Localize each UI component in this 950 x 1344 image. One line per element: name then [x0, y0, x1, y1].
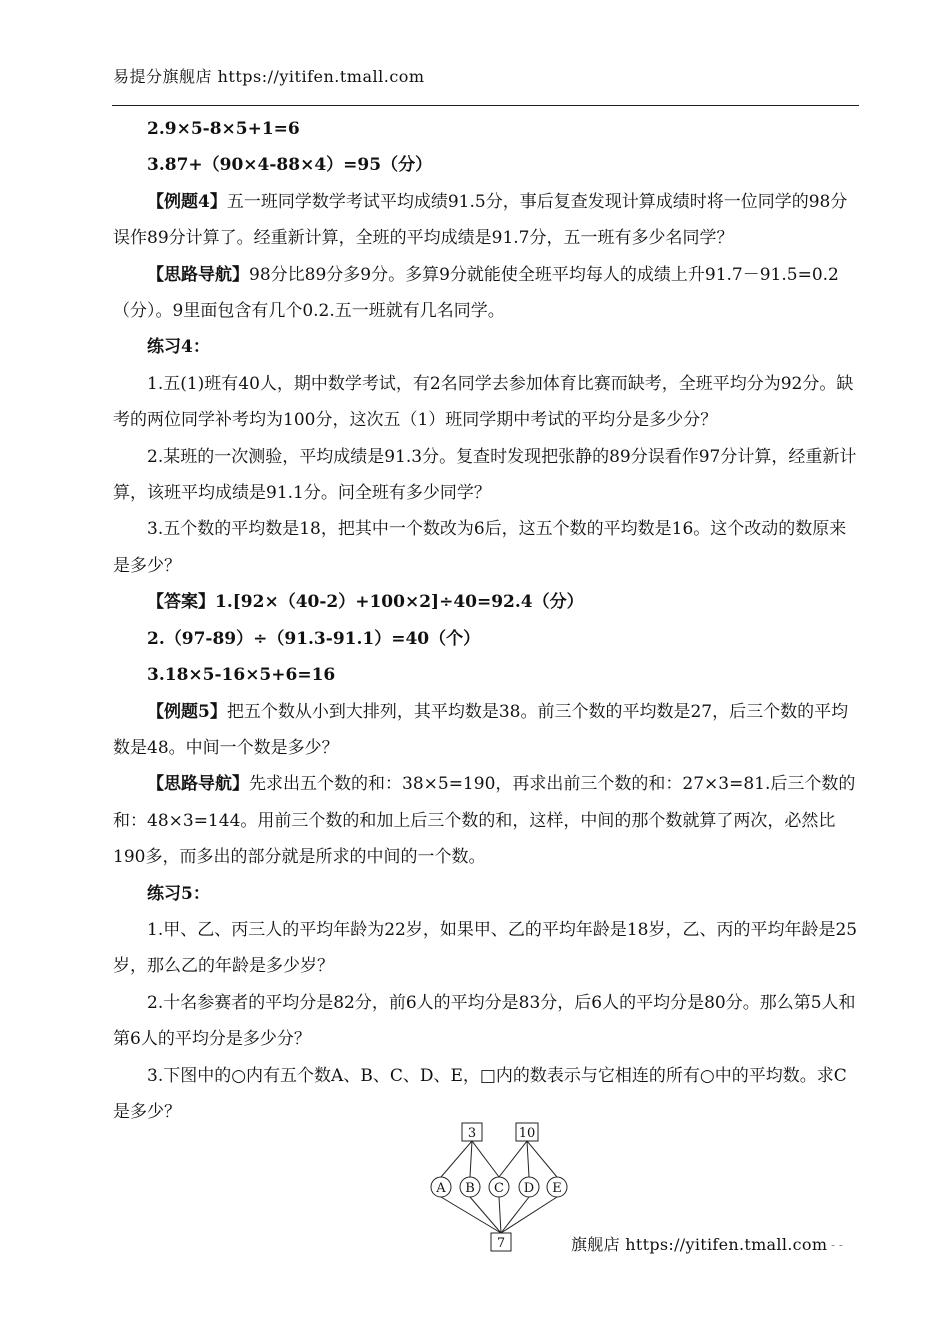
paragraph-text: 1.五(1)班有40人，期中数学考试，有2名同学去参加体育比赛而缺考，全班平均分为92分。缺考的两位同学补考均为100分，这次五（1）班同学期中考试的平均分是多少分？	[113, 373, 854, 431]
paragraph	[113, 912, 860, 985]
paragraph	[113, 511, 860, 584]
paragraph	[113, 439, 860, 512]
footer-brand: 旗舰店 https://yitifen.tmall.com	[571, 1235, 828, 1254]
diagram-label-e: E	[552, 1181, 562, 1196]
diagram-label-c: C	[494, 1181, 504, 1196]
diagram-label-10: 10	[518, 1126, 536, 1141]
paragraph	[113, 694, 860, 767]
document-body	[113, 111, 860, 1130]
paragraph-text: 3.18×5-16×5+6=16	[147, 665, 336, 686]
diagram-label-b: B	[465, 1181, 475, 1196]
section-label: 【例题4】	[147, 191, 227, 212]
paragraph	[113, 621, 860, 657]
paragraph-text: 2.9×5-8×5+1=6	[147, 119, 300, 139]
paragraph	[113, 985, 860, 1058]
diagram-label-3: 3	[467, 1126, 477, 1141]
paragraph	[113, 766, 860, 875]
paragraph-text: 练习4：	[147, 337, 210, 358]
paragraph-text: 【答案】1.[92×（40-2）+100×2]÷40=92.4（分）	[147, 592, 584, 613]
paragraph-text: 1.甲、乙、丙三人的平均年龄为22岁，如果甲、乙的平均年龄是18岁，乙、丙的平均年龄是25岁，那么乙的年龄是多少岁？	[113, 919, 858, 977]
paragraph-text: 练习5：	[147, 883, 210, 904]
paragraph	[113, 876, 860, 912]
paragraph-text: 98分比89分多9分。多算9分就能使全班平均每人的成绩上升91.7－91.5=0.2（分）。9里面包含有几个0.2.五一班就有几名同学。	[113, 264, 839, 322]
paragraph-text: 2.某班的一次测验，平均成绩是91.3分。复查时发现把张静的89分误看作97分计算，经重新计算，该班平均成绩是91.1分。问全班有多少同学？	[113, 446, 857, 504]
header-divider	[112, 105, 859, 106]
paragraph	[113, 111, 860, 147]
paragraph-text: 2.（97-89）÷（91.3-91.1）=40（个）	[147, 628, 481, 649]
paragraph	[113, 147, 860, 183]
paragraph	[113, 657, 860, 693]
paragraph-text: 3.87+（90×4-88×4）=95（分）	[147, 155, 433, 176]
diagram-label-a: A	[436, 1181, 446, 1196]
paragraph-text: 把五个数从小到大排列，其平均数是38。前三个数的平均数是27，后三个数的平均数是48。中间一个数是多少？	[113, 701, 849, 758]
paragraph-text: 3.五个数的平均数是18，把其中一个数改为6后，这五个数的平均数是16。这个改动的数原来是多少？	[113, 519, 847, 576]
page-header: 易提分旗舰店 https://yitifen.tmall.com	[113, 67, 425, 86]
diagram-label-7: 7	[496, 1236, 506, 1251]
paragraph-text: 2.十名参赛者的平均分是82分，前6人的平均分是83分，后6人的平均分是80分。那么第5人和第6人的平均分是多少分？	[113, 992, 856, 1050]
diagram-label-d: D	[523, 1181, 535, 1196]
section-label: 【思路导航】	[147, 264, 249, 285]
paragraph-text: 五一班同学数学考试平均成绩91.5分，事后复查发现计算成绩时将一位同学的98分误作89分计算了。经重新计算，全班的平均成绩是91.7分，五一班有多少名同学？	[113, 191, 848, 249]
footer-page-mark: - -	[831, 1238, 843, 1252]
paragraph	[113, 366, 860, 439]
paragraph	[113, 329, 860, 365]
paragraph-text: 先求出五个数的和：38×5=190，再求出前三个数的和：27×3=81.后三个数的和：48×3=144。用前三个数的和加上后三个数的和，这样，中间的那个数就算了两次，必然比190多，而多出的部分就是所求的中间的一个数。	[113, 774, 856, 868]
section-label: 【例题5】	[147, 701, 227, 722]
section-label: 【思路导航】	[147, 774, 249, 795]
average-diagram	[425, 1120, 575, 1256]
paragraph	[113, 584, 860, 620]
paragraph	[113, 257, 860, 330]
paragraph	[113, 184, 860, 257]
paragraph-text: 3.下图中的○内有五个数A、B、C、D、E，□内的数表示与它相连的所有○中的平均数。求C是多少？	[113, 1065, 847, 1122]
